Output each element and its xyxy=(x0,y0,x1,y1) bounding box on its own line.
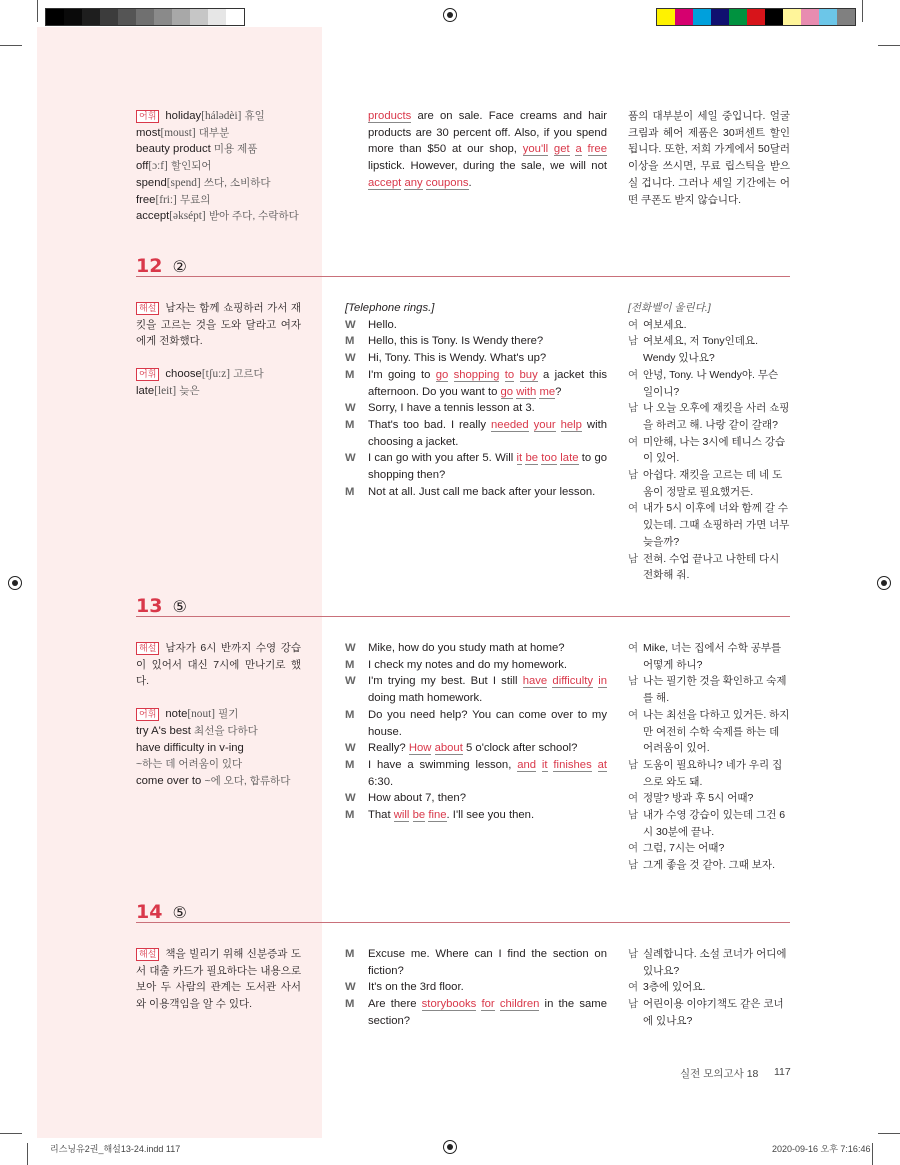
stage-direction: [Telephone rings.] xyxy=(345,302,435,314)
script-text: I have a swimming lesson, xyxy=(368,758,518,771)
question-header xyxy=(136,255,790,277)
dialogue-line xyxy=(345,350,607,367)
answer-blank: at xyxy=(597,758,608,771)
speaker-label: 남 xyxy=(628,758,639,771)
answer-blank: shopping xyxy=(453,368,500,381)
script-text xyxy=(592,759,598,771)
vocab-pronunciation: [leit] xyxy=(154,384,177,397)
swatch xyxy=(64,9,82,25)
crop-mark xyxy=(872,1143,873,1165)
translation-line xyxy=(628,333,790,366)
script-text: Really? xyxy=(368,742,409,755)
dialogue-line xyxy=(345,657,607,674)
script-text: Not at all. Just call me back after your lesson. xyxy=(368,485,596,498)
vocab-word: note xyxy=(165,708,188,721)
script-text xyxy=(582,143,588,155)
script-paragraph xyxy=(345,108,607,192)
speaker-label: M xyxy=(345,708,355,721)
translation-text: 나는 필기한 것을 확인하고 숙제를 해. xyxy=(643,675,787,705)
dialogue-line xyxy=(345,673,607,706)
dialogue-line xyxy=(345,979,607,996)
registration-mark-icon xyxy=(443,1140,457,1154)
script-text: That xyxy=(368,809,394,822)
color-calibration-bar xyxy=(656,8,856,26)
question-number: 12 xyxy=(136,255,163,277)
speaker-label: 남 xyxy=(628,402,639,415)
answer-blank: products xyxy=(368,110,412,122)
script-text: . xyxy=(468,176,472,189)
speaker-label: W xyxy=(345,452,356,465)
answer-blank: get xyxy=(553,143,570,156)
script-text xyxy=(556,419,561,431)
dialogue-line xyxy=(345,757,607,790)
translation-line xyxy=(628,400,790,433)
vocab-word: accept xyxy=(136,210,170,223)
script-text: Excuse me. Where can I find the section on fiction? xyxy=(368,948,607,977)
speaker-label: 여 xyxy=(628,981,639,994)
page-title: 실전 모의고사 18 xyxy=(680,1068,759,1080)
answer-blank: accept xyxy=(368,176,402,189)
dialogue-line xyxy=(345,946,607,979)
translation-text: 내가 수영 강습이 있는데 그건 6시 30분에 끝나. xyxy=(643,809,786,838)
answer-blank: needed xyxy=(491,418,529,431)
speaker-label: M xyxy=(345,809,355,822)
vocab-item xyxy=(136,141,301,158)
swatch xyxy=(693,9,711,25)
translation-line xyxy=(628,467,790,500)
answer-blank: have xyxy=(522,675,548,688)
speaker-label: 여 xyxy=(628,368,639,381)
answer-blank: be xyxy=(525,452,539,465)
script-text: I check my notes and do my homework. xyxy=(368,658,568,671)
swatch xyxy=(118,9,136,25)
swatch xyxy=(208,9,226,25)
translation-line xyxy=(628,434,790,467)
script-text: Do you need help? You can come over to my house. xyxy=(368,708,607,738)
vocab-word: late xyxy=(136,384,155,397)
speaker-label: 여 xyxy=(628,318,639,331)
answer-blank: help xyxy=(560,418,582,431)
speaker-label: M xyxy=(345,335,355,348)
script-text: Hi, Tony. This is Wendy. What's up? xyxy=(368,352,547,365)
crop-mark xyxy=(0,45,22,46)
speaker-label: 여 xyxy=(628,435,639,448)
translation-text: 3층에 있어요. xyxy=(643,981,706,994)
answer-blank: a xyxy=(575,143,582,156)
speaker-label: 여 xyxy=(628,708,639,721)
explanation-text: 남자는 함께 쇼핑하러 가서 재킷을 고르는 것을 도와 달라고 여자에게 전화했다. xyxy=(136,302,301,348)
script-text: Are there xyxy=(368,998,422,1011)
vocab-pronunciation: [spend] xyxy=(166,176,201,189)
translation-text: 전혀. 수업 끝나고 나한테 다시 전화해 줘. xyxy=(643,552,780,582)
swatch xyxy=(190,9,208,25)
dialogue-line xyxy=(345,996,607,1029)
swatch xyxy=(82,9,100,25)
speaker-label: 남 xyxy=(628,809,639,822)
translation-text: 어린이용 이야기책도 같은 코너에 있나요? xyxy=(643,998,784,1027)
script-text xyxy=(514,369,519,381)
answer-blank: go xyxy=(500,385,514,398)
explanation-text: 책을 빌리기 위해 신분증과 도서 대출 카드가 필요하다는 내용으로 보아 두 사람의 관계는 도서관 사서와 이용객임을 알 수 있다. xyxy=(136,948,301,1011)
vocab-word: most xyxy=(136,126,161,139)
translation-line xyxy=(628,857,790,874)
translation-column xyxy=(628,640,790,874)
vocab-item xyxy=(136,773,301,790)
vocab-word: spend xyxy=(136,176,167,189)
swatch xyxy=(783,9,801,25)
vocab-word: beauty product xyxy=(136,143,211,156)
vocab-pronunciation: [friː] xyxy=(155,193,177,206)
speaker-label: M xyxy=(345,998,355,1011)
swatch xyxy=(46,9,64,25)
registration-mark-icon xyxy=(877,576,891,590)
translation-line xyxy=(628,840,790,857)
explanation-column xyxy=(136,946,301,1013)
vocab-meaning: 휴일 xyxy=(244,110,265,122)
answer-blank: free xyxy=(587,143,607,156)
dialogue-line xyxy=(345,450,607,483)
speaker-label: M xyxy=(345,658,355,671)
speaker-label: 여 xyxy=(628,642,639,654)
answer-blank: fine xyxy=(428,809,447,822)
vocab-meaning: ~에 오다, 합류하다 xyxy=(204,774,291,787)
vocab-badge: 어휘 xyxy=(136,368,159,381)
speaker-label: W xyxy=(345,981,356,994)
vocab-pronunciation: [nout] xyxy=(187,708,215,721)
crop-mark xyxy=(878,45,900,46)
dialogue-line xyxy=(345,417,607,450)
vocab-word: choose xyxy=(165,368,202,381)
translation-column xyxy=(628,946,790,1030)
translation-text: 도움이 필요하니? 네가 우리 집으로 와도 돼. xyxy=(643,758,783,788)
translation-text: 나는 최선을 다하고 있거든. 하지만 여전히 수학 숙제를 하는 데 어려움이 있어. xyxy=(643,708,790,755)
script-text: That's too bad. I really xyxy=(368,418,491,431)
question-number: 14 xyxy=(136,901,163,923)
gray-calibration-bar xyxy=(45,8,245,26)
translation-line xyxy=(628,551,790,584)
answer-blank: for xyxy=(481,998,495,1011)
explanation-badge: 해설 xyxy=(136,642,159,655)
script-text: ? xyxy=(555,385,562,398)
swatch xyxy=(729,9,747,25)
speaker-label: 남 xyxy=(628,469,639,482)
explanation-column xyxy=(136,300,301,400)
script-text: Hello. xyxy=(368,318,397,331)
script-text: 6:30. xyxy=(368,775,394,788)
script-text: Hello, this is Tony. Is Wendy there? xyxy=(368,335,544,348)
vocab-meaning: 대부분 xyxy=(198,126,230,139)
swatch xyxy=(172,9,190,25)
registration-mark-icon xyxy=(443,8,457,22)
answer-choice: ⑤ xyxy=(172,905,187,922)
vocab-meaning: 고르다 xyxy=(233,368,264,381)
answer-blank: it xyxy=(516,452,523,465)
speaker-label: W xyxy=(345,792,356,805)
translation-text: 실례합니다. 소설 코너가 어디에 있나요? xyxy=(643,948,787,977)
speaker-label: 남 xyxy=(628,675,639,688)
answer-blank: finishes xyxy=(553,758,592,771)
question-header xyxy=(136,595,790,617)
vocab-item xyxy=(136,192,301,209)
answer-blank: go xyxy=(435,368,449,381)
answer-blank: in xyxy=(598,675,608,688)
swatch xyxy=(765,9,783,25)
explanation-badge: 해설 xyxy=(136,302,159,315)
translation-line xyxy=(628,807,790,840)
translation-text: 품의 대부분이 세일 중입니다. 얼굴 크림과 헤어 제품은 30퍼센트 할인됩니다. 또한, 저희 가게에서 50달러 이상을 쓰시면, 무료 립스틱을 받으실 겁니다. 그러나 세일 기간에는 어떤 쿠폰도 받지 않습니다. xyxy=(628,110,790,206)
dialogue-line xyxy=(345,484,607,501)
vocab-item xyxy=(136,723,301,740)
translation-line xyxy=(628,673,790,706)
swatch xyxy=(747,9,765,25)
dialogue-line xyxy=(345,640,607,657)
top-translation xyxy=(628,108,790,208)
speaker-label: M xyxy=(345,485,355,498)
translation-line xyxy=(628,979,790,996)
script-text: It's on the 3rd floor. xyxy=(368,981,464,994)
vocab-meaning: 미용 제품 xyxy=(213,143,258,156)
vocab-pronunciation: [tʃuːz] xyxy=(201,368,231,381)
speaker-label: W xyxy=(345,402,356,415)
translation-text: 그게 좋을 것 같아. 그때 보자. xyxy=(643,859,775,872)
vocab-word: come over to xyxy=(136,774,202,787)
translation-line xyxy=(628,996,790,1029)
vocab-meaning: 할인되어 xyxy=(170,160,212,173)
script-text: Sorry, I have a tennis lesson at 3. xyxy=(368,402,535,415)
speaker-label: 남 xyxy=(628,998,639,1011)
speaker-label: 남 xyxy=(628,948,639,960)
translation-line xyxy=(628,500,790,550)
script-text xyxy=(499,369,504,381)
speaker-label: W xyxy=(345,675,356,688)
explanation-badge: 해설 xyxy=(136,948,159,961)
speaker-label: M xyxy=(345,758,355,771)
crop-mark xyxy=(37,0,38,22)
vocab-meaning: ~하는 데 어려움이 있다 xyxy=(136,758,243,771)
translation-text: 아쉽다. 재킷을 고르는 데 네 도움이 정말로 필요했거든. xyxy=(643,469,783,498)
answer-blank: any xyxy=(404,176,423,189)
speaker-label: M xyxy=(345,418,355,431)
vocab-item xyxy=(136,175,301,192)
script-text xyxy=(529,419,534,431)
translation-text: 내가 5시 이후에 너와 함께 갈 수 있는데. 그때 쇼핑하러 가면 너무 늦을까? xyxy=(643,502,790,548)
speaker-label: W xyxy=(345,642,356,654)
swatch xyxy=(675,9,693,25)
answer-blank: you'll xyxy=(522,143,549,156)
vocab-badge: 어휘 xyxy=(136,708,159,721)
answer-blank: be xyxy=(412,809,426,822)
dialogue-line xyxy=(345,333,607,350)
dialogue-line xyxy=(345,367,607,400)
script-text: in the same section? xyxy=(368,998,608,1027)
vocab-word: free xyxy=(136,193,156,206)
answer-blank: to xyxy=(504,368,515,381)
script-text: I'm trying my best. But I still xyxy=(368,675,523,688)
speaker-label: 남 xyxy=(628,552,639,565)
speaker-label: W xyxy=(345,742,356,755)
translation-text: 여보세요. xyxy=(643,318,687,331)
dialogue-line xyxy=(345,707,607,740)
speaker-label: M xyxy=(345,948,355,960)
vocab-meaning: 무료의 xyxy=(179,193,211,206)
vocab-meaning: 받아 주다, 수락하다 xyxy=(208,210,299,223)
swatch xyxy=(100,9,118,25)
translation-text: 여보세요, 저 Tony인데요. Wendy 있나요? xyxy=(643,335,758,365)
dialogue-line xyxy=(345,790,607,807)
script-text: to go shopping then? xyxy=(368,452,608,482)
vocab-pronunciation: [əksépt] xyxy=(169,210,206,223)
answer-blank: How xyxy=(408,742,432,755)
script-text: Mike, how do you study math at home? xyxy=(368,642,565,654)
dialogue-line xyxy=(345,317,607,334)
script-text: are on sale. Face creams and hair products are 30 percent off. Also, if you spend more than $50 at our shop, xyxy=(368,110,607,156)
script-column xyxy=(345,640,607,824)
vocab-pronunciation: [moust] xyxy=(160,126,196,139)
answer-blank: about xyxy=(434,742,463,755)
swatch xyxy=(226,9,244,25)
vocab-item xyxy=(136,208,301,225)
dialogue-line xyxy=(345,807,607,824)
vocab-word: have difficulty in v-ing xyxy=(136,741,244,754)
explanation-column xyxy=(136,640,301,790)
translation-text: 미안해, 나는 3시에 테니스 강습이 있어. xyxy=(643,435,786,465)
file-name: 리스닝유2권_해설13-24.indd 117 xyxy=(50,1144,181,1154)
answer-blank: too xyxy=(541,452,558,465)
explanation xyxy=(136,300,301,350)
translation-column xyxy=(628,300,790,584)
vocab-pronunciation: [hálədèi] xyxy=(201,110,242,122)
script-text xyxy=(448,369,453,381)
answer-blank: your xyxy=(533,418,556,431)
vocab-meaning: 늦은 xyxy=(179,384,200,397)
speaker-label: 남 xyxy=(628,335,639,348)
answer-blank: children xyxy=(499,998,540,1011)
top-script xyxy=(345,108,607,192)
translation-line xyxy=(628,367,790,400)
translation-text: Mike, 너는 집에서 수학 공부를 어떻게 하니? xyxy=(643,642,782,671)
swatch xyxy=(657,9,675,25)
answer-blank: coupons xyxy=(425,176,469,189)
answer-blank: will xyxy=(393,809,410,822)
vocab-word: off xyxy=(136,160,149,173)
explanation xyxy=(136,946,301,1013)
vocab-item xyxy=(136,108,301,125)
vocab-meaning: 최선을 다하다 xyxy=(194,724,258,737)
swatch xyxy=(136,9,154,25)
script-text: I'm going to xyxy=(368,368,436,381)
translation-text: 안녕, Tony. 나 Wendy야. 무슨 일이니? xyxy=(643,368,779,398)
vocab-meaning: 필기 xyxy=(218,708,239,721)
script-text: with choosing a jacket. xyxy=(368,418,607,448)
translation-text: 나 오늘 오후에 재킷을 사러 쇼핑을 하려고 해. 나랑 같이 갈래? xyxy=(643,402,790,431)
answer-blank: difficulty xyxy=(552,675,594,688)
speaker-label: 여 xyxy=(628,502,639,515)
speaker-label: W xyxy=(345,318,356,331)
question-header xyxy=(136,901,790,923)
answer-choice: ② xyxy=(172,259,187,276)
vocab-meaning: 쓰다, 소비하다 xyxy=(203,176,271,189)
vocab-item xyxy=(136,366,301,383)
script-text: lipstick. However, during the sale, we will not xyxy=(368,160,607,173)
script-text: I can go with you after 5. Will xyxy=(368,452,517,465)
answer-blank: with xyxy=(516,385,537,398)
swatch xyxy=(154,9,172,25)
speaker-label: 남 xyxy=(628,859,639,872)
vocab-item xyxy=(136,706,301,723)
crop-mark xyxy=(0,1133,22,1134)
script-text: doing math homework. xyxy=(368,692,483,705)
answer-blank: it xyxy=(541,758,548,771)
vocab-pronunciation: [ɔːf] xyxy=(148,160,168,173)
vocab-word: try A's best xyxy=(136,724,191,737)
vocab-word: holiday xyxy=(165,110,202,122)
swatch xyxy=(801,9,819,25)
vocab-item xyxy=(136,740,301,773)
translation-line xyxy=(628,640,790,673)
vocab-badge: 어휘 xyxy=(136,110,159,123)
swatch xyxy=(837,9,855,25)
speaker-label: W xyxy=(345,352,356,365)
speaker-label: 여 xyxy=(628,792,639,805)
translation-line xyxy=(628,790,790,807)
crop-mark xyxy=(878,1133,900,1134)
answer-blank: and xyxy=(517,758,537,771)
script-text: . I'll see you then. xyxy=(446,809,535,822)
translation-line xyxy=(628,707,790,757)
timestamp: 2020-09-16 오후 7:16:46 xyxy=(772,1144,871,1154)
page-number: 117 xyxy=(774,1066,791,1078)
translation-line xyxy=(628,946,790,979)
script-text: a jacket this afternoon. Do you want to xyxy=(368,368,608,398)
translation-line xyxy=(628,757,790,790)
translation-line xyxy=(628,317,790,334)
vocab-item xyxy=(136,383,301,400)
answer-blank: me xyxy=(539,385,556,398)
crop-mark xyxy=(27,1143,28,1165)
stage-direction-translation: [전화벨이 울린다.] xyxy=(628,302,711,314)
dialogue-line xyxy=(345,400,607,417)
answer-blank: storybooks xyxy=(421,998,477,1011)
crop-mark xyxy=(862,0,863,22)
top-vocab xyxy=(136,108,301,225)
speaker-label: M xyxy=(345,368,355,381)
answer-choice: ⑤ xyxy=(172,599,187,616)
question-number: 13 xyxy=(136,595,163,617)
translation-text: 정말? 방과 후 5시 어때? xyxy=(643,792,754,805)
script-column xyxy=(345,946,607,1030)
registration-mark-icon xyxy=(8,576,22,590)
vocab-item xyxy=(136,125,301,142)
script-column xyxy=(345,300,607,500)
swatch xyxy=(819,9,837,25)
answer-blank: late xyxy=(560,452,579,465)
speaker-label: 여 xyxy=(628,842,639,855)
translation-text: 그럼, 7시는 어때? xyxy=(643,842,725,855)
vocab-item xyxy=(136,158,301,175)
explanation-text: 남자가 6시 반까지 수영 강습이 있어서 대신 7시에 만나기로 했다. xyxy=(136,642,301,688)
explanation xyxy=(136,640,301,690)
swatch xyxy=(711,9,729,25)
script-text: How about 7, then? xyxy=(368,792,466,805)
dialogue-line xyxy=(345,740,607,757)
script-text: 5 o'clock after school? xyxy=(462,742,578,755)
answer-blank: buy xyxy=(519,368,538,381)
